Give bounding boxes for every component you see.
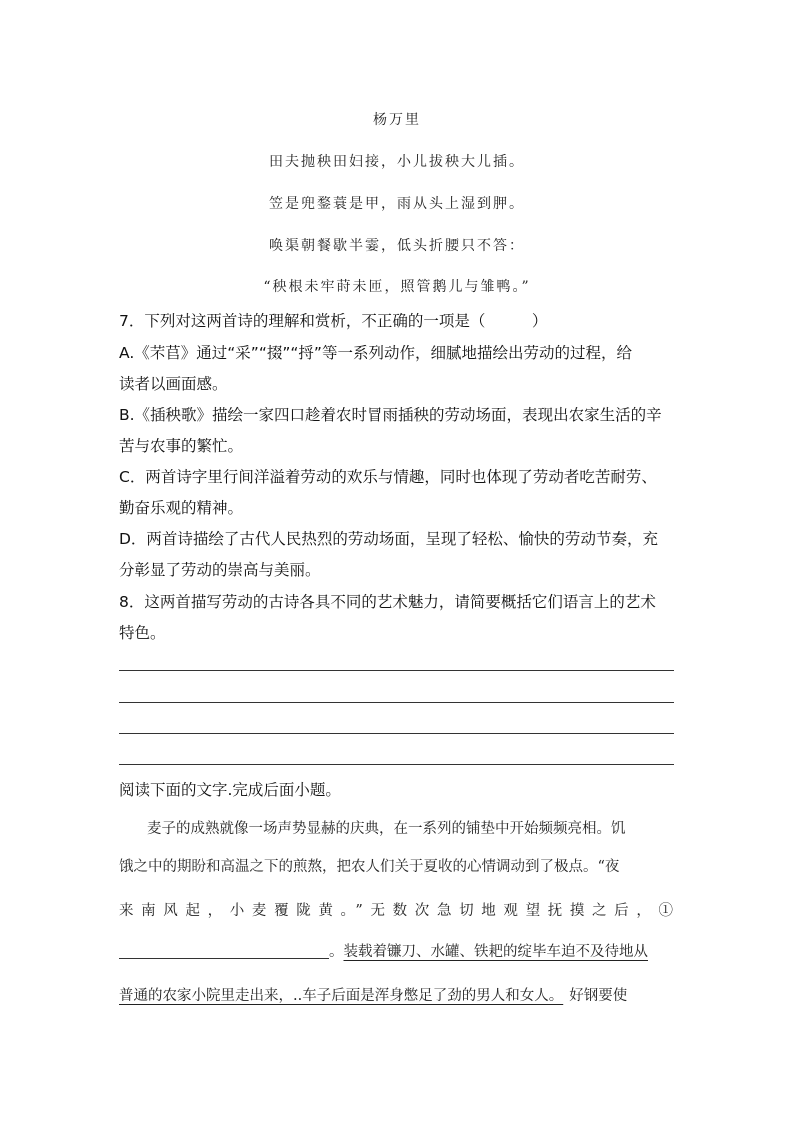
fill-in-blank-1[interactable]: [119, 944, 329, 959]
option-d-line-1: D．两首诗描绘了古代人民热烈的劳动场面，呈现了轻松、愉快的劳动节奏，充: [119, 530, 658, 548]
answer-line-1[interactable]: [119, 670, 674, 671]
poem-line-1: 田夫抛秧田妇接，小儿拔秧大儿插。: [269, 154, 525, 170]
underlined-sentence-part-3: ..车子后面是浑身憋足了劲的男人和女人。: [293, 988, 564, 1004]
reading-paragraph-line-3: 来南风起，小麦覆陇黄。”无数次急切地观望抚摸之后，①: [119, 903, 675, 919]
answer-line-3[interactable]: [119, 733, 674, 734]
option-a-line-1: A.《芣苢》通过“采”“掇”“捋”等一系列动作，细腻地描绘出劳动的过程，给: [119, 344, 632, 362]
reading-paragraph-line-1: 麦子的成熟就像一场声势显赫的庆典，在一系列的铺垫中开始频频亮相。饥: [147, 821, 626, 837]
option-d-line-2: 分彰显了劳动的崇高与美丽。: [119, 561, 321, 579]
question-7-stem: 7．下列对这两首诗的理解和赏析，不正确的一项是（ ）: [119, 312, 548, 330]
option-c-line-1: C．两首诗字里行间洋溢着劳动的欢乐与情趣，同时也体现了劳动者吃苦耐劳、: [119, 468, 657, 486]
underlined-sentence-part-2: 普通的农家小院里走出来，: [119, 988, 293, 1004]
answer-line-2[interactable]: [119, 702, 674, 703]
question-8-line-1: 8．这两首描写劳动的古诗各具不同的艺术魅力，请简要概括它们语言上的艺术: [119, 593, 656, 611]
reading-paragraph-line-2: 饿之中的期盼和高温之下的煎熬，把农人们关于夏收的心情调动到了极点。“夜: [119, 859, 620, 875]
blank-end-period: 。: [329, 944, 344, 960]
question-8-line-2: 特色。: [119, 624, 166, 642]
poem-line-4: “秧根未牢莳未匝，照管鹅儿与雏鸭。”: [263, 279, 531, 295]
reading-paragraph-line-5: [119, 984, 675, 1005]
option-c-line-2: 勤奋乐观的精神。: [119, 499, 244, 517]
option-b-line-2: 苦与农事的繁忙。: [119, 437, 244, 455]
poem-line-2: 笠是兜鍪蓑是甲，雨从头上湿到胛。: [269, 196, 525, 212]
reading-paragraph-line-4: [119, 940, 675, 961]
option-b-line-1: B.《插秧歌》描绘一家四口趁着农时冒雨插秧的劳动场面，表现出农家生活的辛: [119, 406, 662, 424]
underlined-sentence-part-1: 装载着镰刀、水罐、铁耙的绽毕车迫不及待地从: [343, 944, 648, 960]
poem-line-3: 唤渠朝餐歇半霎，低头折腰只不答：: [269, 238, 525, 254]
answer-line-4[interactable]: [119, 764, 674, 765]
poem-author: 杨万里: [373, 112, 421, 128]
reading-text-continuation: 好钢要使: [569, 988, 628, 1004]
reading-intro: 阅读下面的文字.完成后面小题。: [119, 781, 341, 799]
option-a-line-2: 读者以画面感。: [119, 375, 228, 393]
